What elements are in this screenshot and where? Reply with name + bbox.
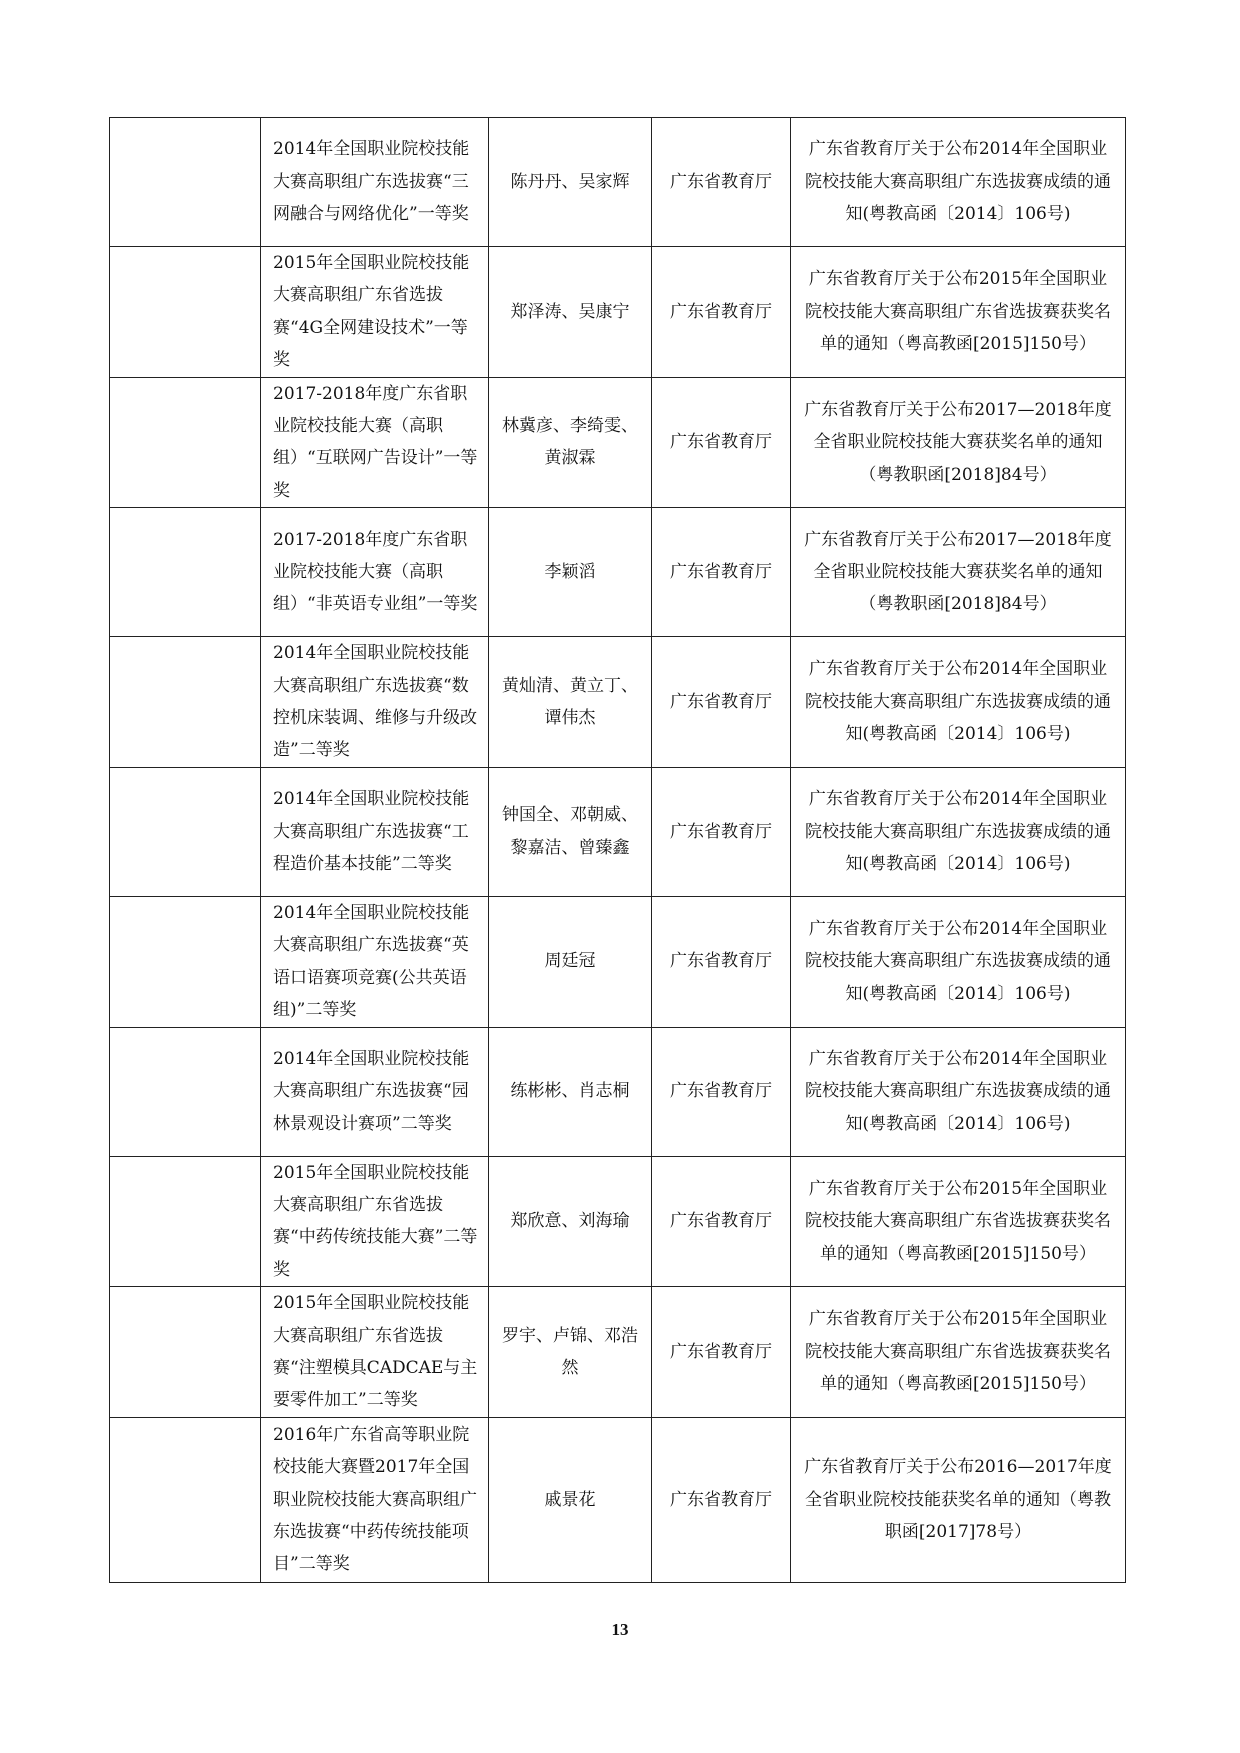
awards-table <box>109 117 1126 1583</box>
winners-cell: 钟国全、邓朝威、黎嘉洁、曾臻鑫 <box>489 767 652 896</box>
winners-cell: 郑欣意、刘海瑜 <box>489 1156 652 1287</box>
category-cell <box>110 1156 261 1287</box>
winners-cell: 李颖滔 <box>489 508 652 637</box>
table-row <box>110 767 1126 896</box>
issuer-cell: 广东省教育厅 <box>652 377 791 508</box>
document-cell: 广东省教育厅关于公布2014年全国职业院校技能大赛高职组广东选拔赛成绩的通知(粤教高函〔2014〕106号) <box>791 767 1126 896</box>
issuer-cell: 广东省教育厅 <box>652 247 791 378</box>
issuer-cell: 广东省教育厅 <box>652 896 791 1027</box>
category-cell <box>110 247 261 378</box>
winners-cell: 戚景花 <box>489 1417 652 1582</box>
category-cell <box>110 637 261 768</box>
table-row <box>110 1287 1126 1418</box>
document-cell: 广东省教育厅关于公布2014年全国职业院校技能大赛高职组广东选拔赛成绩的通知(粤教高函〔2014〕106号) <box>791 637 1126 768</box>
winners-cell: 练彬彬、肖志桐 <box>489 1027 652 1156</box>
category-cell <box>110 1417 261 1582</box>
winners-cell: 罗宇、卢锦、邓浩然 <box>489 1287 652 1418</box>
winners-cell: 黄灿清、黄立丁、谭伟杰 <box>489 637 652 768</box>
table-row <box>110 377 1126 508</box>
issuer-cell: 广东省教育厅 <box>652 118 791 247</box>
issuer-cell: 广东省教育厅 <box>652 637 791 768</box>
category-cell <box>110 896 261 1027</box>
category-cell <box>110 118 261 247</box>
issuer-cell: 广东省教育厅 <box>652 1287 791 1418</box>
table-row <box>110 637 1126 768</box>
table-row <box>110 508 1126 637</box>
document-cell: 广东省教育厅关于公布2017—2018年度全省职业院校技能大赛获奖名单的通知（粤教职函[2018]84号） <box>791 508 1126 637</box>
document-cell: 广东省教育厅关于公布2017—2018年度全省职业院校技能大赛获奖名单的通知（粤教职函[2018]84号） <box>791 377 1126 508</box>
issuer-cell: 广东省教育厅 <box>652 1027 791 1156</box>
category-cell <box>110 1027 261 1156</box>
document-cell: 广东省教育厅关于公布2015年全国职业院校技能大赛高职组广东省选拔赛获奖名单的通知（粤高教函[2015]150号） <box>791 1156 1126 1287</box>
issuer-cell: 广东省教育厅 <box>652 508 791 637</box>
award-name-cell: 2016年广东省高等职业院校技能大赛暨2017年全国职业院校技能大赛高职组广东选拔赛“中药传统技能项目”二等奖 <box>261 1417 489 1582</box>
issuer-cell: 广东省教育厅 <box>652 767 791 896</box>
award-name-cell: 2014年全国职业院校技能大赛高职组广东选拔赛“工程造价基本技能”二等奖 <box>261 767 489 896</box>
issuer-cell: 广东省教育厅 <box>652 1417 791 1582</box>
table-row <box>110 118 1126 247</box>
award-name-cell: 2017-2018年度广东省职业院校技能大赛（高职组）“互联网广告设计”一等奖 <box>261 377 489 508</box>
document-cell: 广东省教育厅关于公布2014年全国职业院校技能大赛高职组广东选拔赛成绩的通知(粤教高函〔2014〕106号) <box>791 118 1126 247</box>
award-name-cell: 2014年全国职业院校技能大赛高职组广东选拔赛“英语口语赛项竞赛(公共英语组)”二等奖 <box>261 896 489 1027</box>
category-cell <box>110 767 261 896</box>
award-name-cell: 2014年全国职业院校技能大赛高职组广东选拔赛“园林景观设计赛项”二等奖 <box>261 1027 489 1156</box>
table-row <box>110 896 1126 1027</box>
document-cell: 广东省教育厅关于公布2015年全国职业院校技能大赛高职组广东省选拔赛获奖名单的通知（粤高教函[2015]150号） <box>791 247 1126 378</box>
page-number: 13 <box>611 1620 629 1639</box>
category-cell <box>110 508 261 637</box>
winners-cell: 周廷冠 <box>489 896 652 1027</box>
award-name-cell: 2015年全国职业院校技能大赛高职组广东省选拔赛“4G全网建设技术”一等奖 <box>261 247 489 378</box>
table-row <box>110 1417 1126 1582</box>
award-name-cell: 2014年全国职业院校技能大赛高职组广东选拔赛“数控机床装调、维修与升级改造”二等奖 <box>261 637 489 768</box>
award-name-cell: 2014年全国职业院校技能大赛高职组广东选拔赛“三网融合与网络优化”一等奖 <box>261 118 489 247</box>
document-cell: 广东省教育厅关于公布2015年全国职业院校技能大赛高职组广东省选拔赛获奖名单的通知（粤高教函[2015]150号） <box>791 1287 1126 1418</box>
issuer-cell: 广东省教育厅 <box>652 1156 791 1287</box>
winners-cell: 陈丹丹、吴家辉 <box>489 118 652 247</box>
table-row <box>110 247 1126 378</box>
winners-cell: 郑泽涛、吴康宁 <box>489 247 652 378</box>
award-name-cell: 2015年全国职业院校技能大赛高职组广东省选拔赛“注塑模具CADCAE与主要零件加工”二等奖 <box>261 1287 489 1418</box>
category-cell <box>110 377 261 508</box>
winners-cell: 林冀彦、李绮雯、黄淑霖 <box>489 377 652 508</box>
document-cell: 广东省教育厅关于公布2014年全国职业院校技能大赛高职组广东选拔赛成绩的通知(粤教高函〔2014〕106号) <box>791 1027 1126 1156</box>
awards-table-body <box>110 118 1126 1583</box>
category-cell <box>110 1287 261 1418</box>
award-name-cell: 2015年全国职业院校技能大赛高职组广东省选拔赛“中药传统技能大赛”二等奖 <box>261 1156 489 1287</box>
document-cell: 广东省教育厅关于公布2016—2017年度全省职业院校技能获奖名单的通知（粤教职函[2017]78号） <box>791 1417 1126 1582</box>
award-name-cell: 2017-2018年度广东省职业院校技能大赛（高职组）“非英语专业组”一等奖 <box>261 508 489 637</box>
document-cell: 广东省教育厅关于公布2014年全国职业院校技能大赛高职组广东选拔赛成绩的通知(粤教高函〔2014〕106号) <box>791 896 1126 1027</box>
table-row <box>110 1156 1126 1287</box>
table-row <box>110 1027 1126 1156</box>
